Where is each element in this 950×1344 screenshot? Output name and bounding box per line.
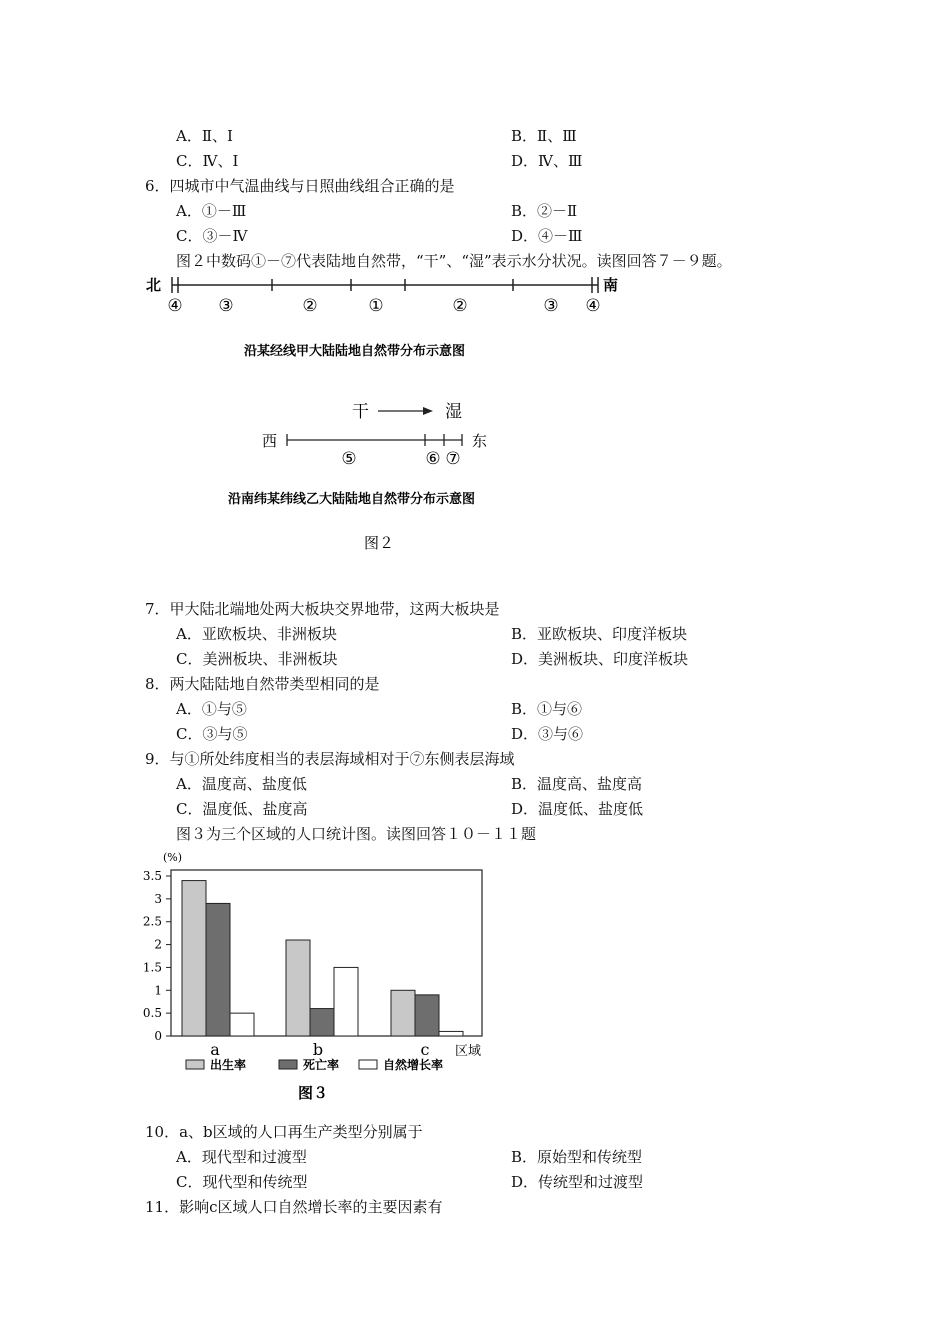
q6-option-b: B．②－Ⅱ: [511, 202, 578, 220]
q6-option-d: D．④－Ⅲ: [511, 227, 583, 245]
q10-option-b: B．原始型和传统型: [511, 1148, 643, 1166]
q9-option-d: D．温度低、盐度低: [511, 800, 644, 818]
q9-option-c: C．温度低、盐度高: [176, 800, 308, 818]
q10-option-d: D．传统型和过渡型: [511, 1173, 644, 1191]
y-tick-label: 1.5: [142, 960, 162, 975]
legend-swatch: [359, 1060, 377, 1069]
zone-label: ②: [302, 296, 318, 316]
q8-option-b: B．①与⑥: [511, 700, 583, 718]
y-tick-label: 0.5: [142, 1006, 162, 1021]
zone-label: ①: [368, 296, 384, 316]
q7-option-d: D．美洲板块、印度洋板块: [511, 650, 689, 668]
q5-option-a: A．Ⅱ、Ⅰ: [176, 127, 233, 145]
q6-option-c: C．③－Ⅳ: [176, 227, 248, 245]
q9-option-b: B．温度高、盐度高: [511, 775, 643, 793]
q5-option-b: B．Ⅱ、Ⅲ: [511, 127, 577, 145]
q8-option-c: C．③与⑤: [176, 725, 248, 743]
zone-label: ⑤: [341, 449, 357, 469]
zone-label: ③: [543, 296, 559, 316]
q5-option-d: D．Ⅳ、Ⅲ: [511, 152, 583, 170]
y-axis-unit: (%): [163, 851, 183, 864]
zone-label: ②: [452, 296, 468, 316]
bar-a-0: [182, 881, 206, 1036]
legend-label: 自然增长率: [383, 1058, 444, 1072]
south-label: 南: [603, 276, 619, 294]
q11-stem: 11．影响c区域人口自然增长率的主要因素有: [145, 1198, 443, 1216]
q5-option-c: C．Ⅳ、Ⅰ: [176, 152, 239, 170]
zone-label: ④: [167, 296, 183, 316]
fig3-intro: 图３为三个区域的人口统计图。读图回答１０－１１题: [176, 825, 537, 843]
q10-option-a: A．现代型和过渡型: [176, 1148, 307, 1166]
bar-b-1: [310, 1009, 334, 1036]
legend-label: 死亡率: [303, 1058, 340, 1072]
fig3-label: 图３: [298, 1084, 329, 1102]
q10-option-c: C．现代型和传统型: [176, 1173, 308, 1191]
y-tick-label: 0: [154, 1029, 162, 1043]
q8-stem: 8．两大陆陆地自然带类型相同的是: [145, 675, 380, 693]
q8-option-a: A．①与⑤: [176, 700, 247, 718]
bar-c-0: [391, 990, 415, 1036]
category-label: b: [312, 1040, 324, 1059]
east-label: 东: [472, 432, 488, 450]
bar-a-2: [230, 1013, 254, 1036]
wet-label: 湿: [445, 402, 462, 422]
legend-label: 出生率: [210, 1058, 247, 1072]
bar-b-2: [334, 967, 358, 1036]
q8-option-d: D．③与⑥: [511, 725, 584, 743]
q7-option-a: A．亚欧板块、非洲板块: [176, 625, 337, 643]
q7-option-b: B．亚欧板块、印度洋板块: [511, 625, 688, 643]
fig2-bottom-caption: 沿南纬某纬线乙大陆陆地自然带分布示意图: [228, 492, 476, 507]
q7-stem: 7．甲大陆北端地处两大板块交界地带，这两大板块是: [145, 600, 500, 618]
fig2-intro: 图２中数码①－⑦代表陆地自然带，“干”、“湿”表示水分状况。读图回答７－９题。: [176, 252, 732, 270]
category-label: a: [210, 1040, 220, 1059]
y-tick-label: 3.5: [142, 869, 162, 883]
y-tick-label: 3: [154, 891, 162, 906]
q7-option-c: C．美洲板块、非洲板块: [176, 650, 338, 668]
zone-label: ⑥: [425, 449, 441, 469]
legend-swatch: [186, 1060, 204, 1069]
fig2-top-caption: 沿某经线甲大陆陆地自然带分布示意图: [244, 344, 466, 359]
zone-label: ③: [218, 296, 234, 316]
y-tick-label: 2: [154, 937, 162, 952]
legend-swatch: [279, 1060, 297, 1069]
y-tick-label: 1: [154, 983, 162, 998]
zone-label: ④: [585, 296, 601, 316]
q9-option-a: A．温度高、盐度低: [176, 775, 307, 793]
bar-c-1: [415, 995, 439, 1036]
bar-c-2: [439, 1031, 463, 1036]
q9-stem: 9．与①所处纬度相当的表层海域相对于⑦东侧表层海域: [145, 750, 515, 768]
north-label: 北: [146, 276, 162, 294]
bar-a-1: [206, 903, 230, 1036]
y-tick-label: 2.5: [142, 914, 162, 929]
category-label: c: [420, 1040, 430, 1059]
west-label: 西: [262, 432, 278, 450]
fig2-label: 图２: [364, 534, 395, 552]
q6-stem: 6．四城市中气温曲线与日照曲线组合正确的是: [145, 177, 455, 195]
x-axis-label: 区域: [455, 1044, 482, 1059]
q6-option-a: A．①－Ⅲ: [176, 202, 247, 220]
bar-b-0: [286, 940, 310, 1036]
zone-label: ⑦: [445, 449, 461, 469]
dry-label: 干: [352, 402, 369, 422]
q10-stem: 10．a、b区域的人口再生产类型分别属于: [145, 1123, 423, 1141]
